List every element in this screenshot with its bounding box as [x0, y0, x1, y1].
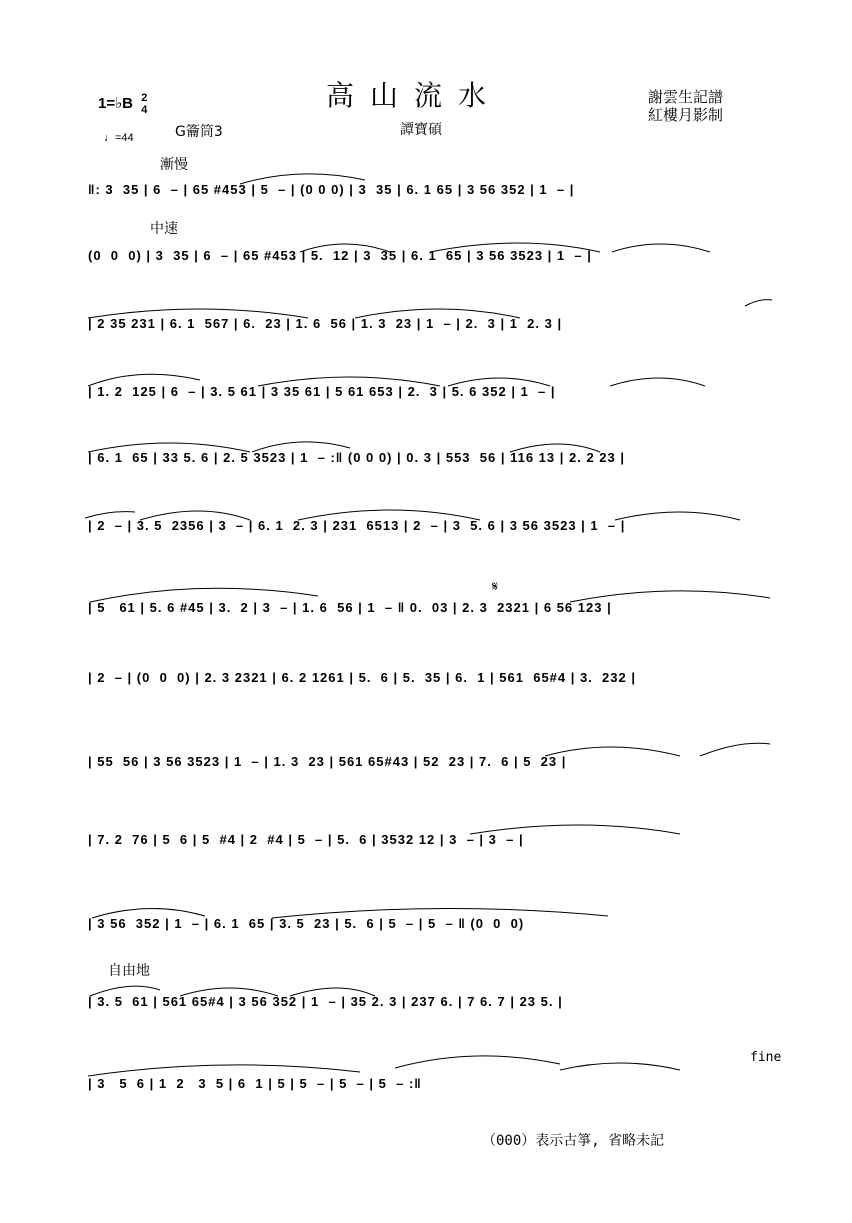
score-line-8	[80, 664, 780, 698]
page-title: 高山流水	[326, 79, 503, 112]
key-signature	[98, 92, 147, 116]
score-line-text: | 3 5 6 | 1 2 3 5 | 6 1 | 5 | 5 – | 5 – | 5 – :‖	[88, 1076, 422, 1091]
score-line-10	[80, 826, 780, 860]
footnote: （000）表示古箏, 省略未記	[482, 1133, 665, 1149]
score-line-12	[80, 988, 780, 1022]
score-line-2	[80, 242, 780, 276]
score-line-4	[80, 378, 780, 412]
segno-sign: 𝄋	[492, 578, 499, 594]
score-line-text: | 5 61 | 5. 6 #45 | 3. 2 | 3 – | 1. 6 56 | 1 – ‖ 0. 03 | 2. 3 2321 | 6 56 123 |	[88, 600, 612, 615]
score-line-text: (0 0 0) | 3 35 | 6 – | 65 #453 | 5. 12 | 3 35 | 6. 1 65 | 3 56 3523 | 1 – |	[88, 248, 592, 263]
score-line-text: | 1. 2 125 | 6 – | 3. 5 61 | 3 35 61 | 5 61 653 | 2. 3 | 5. 6 352 | 1 – |	[88, 384, 556, 399]
score-line-6	[80, 512, 780, 546]
tempo-marking: ♩=44	[104, 132, 134, 144]
score-line-text: ‖: 3 35 | 6 – | 65 #453 | 5 – | (0 0 0) | 3 35 | 6. 1 65 | 3 56 352 | 1 – |	[88, 182, 575, 197]
score-line-text: | 3. 5 61 | 561 65#4 | 3 56 352 | 1 – | 35 2. 3 | 237 6. | 7 6. 7 | 23 5. |	[88, 994, 563, 1009]
score-line-3	[80, 310, 780, 344]
fine-marking: fine	[750, 1050, 782, 1065]
score-line-text: | 2 35 231 | 6. 1 567 | 6. 23 | 1. 6 56 | 1. 3 23 | 1 – | 2. 3 | 1 2. 3 |	[88, 316, 563, 331]
score-line-11	[80, 910, 780, 944]
score-line-1	[80, 176, 780, 210]
time-numerator: 2	[141, 92, 148, 104]
score-line-5	[80, 444, 780, 478]
score-line-13	[80, 1070, 780, 1104]
key-label: 1=♭B	[98, 94, 134, 112]
direction-gradually-slow: 漸慢	[160, 157, 188, 173]
score-line-text: | 55 56 | 3 56 3523 | 1 – | 1. 3 23 | 561 65#43 | 52 23 | 7. 6 | 5 23 |	[88, 754, 567, 769]
performer-label: 譚寶碩	[400, 122, 442, 138]
time-signature	[141, 92, 147, 116]
transcriber-credit: 謝雲生記譜	[648, 88, 724, 106]
time-denominator: 4	[141, 104, 148, 116]
score-line-7	[80, 594, 780, 628]
producer-credit: 紅樓月影制	[648, 106, 724, 124]
score-line-text: | 2 – | 3. 5 2356 | 3 – | 6. 1 2. 3 | 231 6513 | 2 – | 3 5. 6 | 3 56 3523 | 1 – |	[88, 518, 626, 533]
direction-medium-tempo: 中速	[150, 221, 178, 237]
score-line-9	[80, 748, 780, 782]
direction-free-tempo: 自由地	[108, 963, 150, 979]
score-line-text: | 2 – | (0 0 0) | 2. 3 2321 | 6. 2 1261 | 5. 6 | 5. 35 | 6. 1 | 561 65#4 | 3. 232 |	[88, 670, 636, 685]
tuning-label: G籥筒3	[175, 124, 223, 140]
score-line-text: | 3 56 352 | 1 – | 6. 1 65 | 3. 5 23 | 5. 6 | 5 – | 5 – ‖ (0 0 0)	[88, 916, 525, 931]
score-line-text: | 6. 1 65 | 33 5. 6 | 2. 5 3523 | 1 – :‖ (0 0 0) | 0. 3 | 553 56 | 116 13 | 2. 2 23 |	[88, 450, 625, 465]
score-line-text: | 7. 2 76 | 5 6 | 5 #4 | 2 #4 | 5 – | 5. 6 | 3532 12 | 3 – | 3 – |	[88, 832, 524, 847]
